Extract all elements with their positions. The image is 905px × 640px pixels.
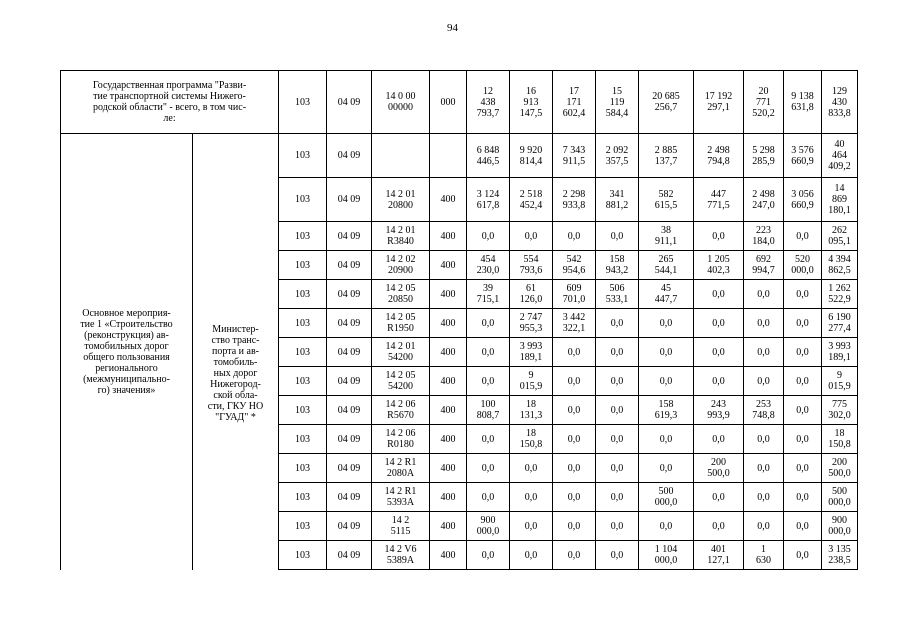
rz-cell: 04 09 [327, 309, 372, 338]
value-cell: 18 131,3 [510, 396, 553, 425]
value-cell: 38 911,1 [639, 222, 694, 251]
vr-cell: 400 [430, 309, 467, 338]
vr-cell: 400 [430, 454, 467, 483]
value-cell: 9 015,9 [822, 367, 858, 396]
csr-cell [372, 134, 430, 178]
value-cell: 3 576 660,9 [784, 134, 822, 178]
vr-cell: 400 [430, 483, 467, 512]
value-cell: 0,0 [596, 396, 639, 425]
grbs-cell: 103 [279, 425, 327, 454]
csr-cell: 14 2 05 20850 [372, 280, 430, 309]
csr-cell: 14 2 R1 5393A [372, 483, 430, 512]
csr-cell: 14 2 01 R3840 [372, 222, 430, 251]
value-cell: 0,0 [596, 367, 639, 396]
value-cell: 0,0 [553, 425, 596, 454]
value-cell: 500 000,0 [639, 483, 694, 512]
value-cell: 4 394 862,5 [822, 251, 858, 280]
value-cell: 17 171 602,4 [553, 71, 596, 134]
grbs-cell: 103 [279, 280, 327, 309]
value-cell: 0,0 [467, 338, 510, 367]
value-cell: 0,0 [467, 309, 510, 338]
value-cell: 0,0 [596, 425, 639, 454]
table-row [61, 134, 858, 178]
value-cell: 500 000,0 [822, 483, 858, 512]
grbs-cell: 103 [279, 222, 327, 251]
value-cell: 582 615,5 [639, 178, 694, 222]
value-cell: 0,0 [694, 367, 744, 396]
vr-cell: 400 [430, 251, 467, 280]
csr-cell: 14 2 06 R0180 [372, 425, 430, 454]
vr-cell: 400 [430, 396, 467, 425]
value-cell: 20 685 256,7 [639, 71, 694, 134]
value-cell: 0,0 [639, 454, 694, 483]
rz-cell: 04 09 [327, 425, 372, 454]
value-cell: 0,0 [639, 367, 694, 396]
value-cell: 0,0 [784, 425, 822, 454]
value-cell: 0,0 [553, 396, 596, 425]
value-cell: 900 000,0 [822, 512, 858, 541]
csr-cell: 14 2 02 20900 [372, 251, 430, 280]
executor-empty-cell [193, 134, 279, 178]
vr-cell: 400 [430, 512, 467, 541]
value-cell: 0,0 [510, 454, 553, 483]
value-cell: 900 000,0 [467, 512, 510, 541]
value-cell: 0,0 [784, 280, 822, 309]
value-cell: 0,0 [784, 309, 822, 338]
value-cell: 0,0 [744, 512, 784, 541]
value-cell: 1 205 402,3 [694, 251, 744, 280]
value-cell: 0,0 [744, 280, 784, 309]
value-cell: 0,0 [510, 483, 553, 512]
grbs-cell: 103 [279, 251, 327, 280]
value-cell: 0,0 [694, 338, 744, 367]
value-cell: 20 771 520,2 [744, 71, 784, 134]
value-cell: 0,0 [510, 222, 553, 251]
value-cell: 45 447,7 [639, 280, 694, 309]
value-cell: 0,0 [744, 483, 784, 512]
value-cell: 0,0 [639, 309, 694, 338]
value-cell: 5 298 285,9 [744, 134, 784, 178]
value-cell: 9 015,9 [510, 367, 553, 396]
grbs-cell: 103 [279, 512, 327, 541]
rz-cell: 04 09 [327, 367, 372, 396]
value-cell: 0,0 [694, 483, 744, 512]
vr-cell: 400 [430, 222, 467, 251]
value-cell: 506 533,1 [596, 280, 639, 309]
value-cell: 520 000,0 [784, 251, 822, 280]
value-cell: 253 748,8 [744, 396, 784, 425]
value-cell: 609 701,0 [553, 280, 596, 309]
value-cell: 6 848 446,5 [467, 134, 510, 178]
vr-cell: 000 [430, 71, 467, 134]
value-cell: 692 994,7 [744, 251, 784, 280]
value-cell: 775 302,0 [822, 396, 858, 425]
value-cell: 3 442 322,1 [553, 309, 596, 338]
value-cell: 129 430 833,8 [822, 71, 858, 134]
value-cell: 0,0 [694, 280, 744, 309]
value-cell: 0,0 [639, 338, 694, 367]
value-cell: 0,0 [784, 541, 822, 570]
value-cell: 0,0 [596, 309, 639, 338]
value-cell: 0,0 [784, 367, 822, 396]
grbs-cell: 103 [279, 178, 327, 222]
value-cell: 447 771,5 [694, 178, 744, 222]
value-cell: 0,0 [553, 454, 596, 483]
grbs-cell: 103 [279, 396, 327, 425]
csr-cell: 14 2 5115 [372, 512, 430, 541]
value-cell: 0,0 [784, 483, 822, 512]
value-cell: 542 954,6 [553, 251, 596, 280]
rz-cell: 04 09 [327, 280, 372, 309]
value-cell: 0,0 [553, 367, 596, 396]
value-cell: 0,0 [596, 483, 639, 512]
value-cell: 0,0 [784, 454, 822, 483]
grbs-cell: 103 [279, 309, 327, 338]
grbs-cell: 103 [279, 338, 327, 367]
vr-cell: 400 [430, 367, 467, 396]
csr-cell: 14 2 05 54200 [372, 367, 430, 396]
value-cell: 454 230,0 [467, 251, 510, 280]
value-cell: 158 943,2 [596, 251, 639, 280]
vr-cell: 400 [430, 541, 467, 570]
value-cell: 0,0 [596, 454, 639, 483]
value-cell: 1 630 [744, 541, 784, 570]
value-cell: 2 518 452,4 [510, 178, 553, 222]
value-cell: 0,0 [553, 222, 596, 251]
rz-cell: 04 09 [327, 396, 372, 425]
value-cell: 0,0 [553, 541, 596, 570]
value-cell: 0,0 [784, 222, 822, 251]
value-cell: 3 056 660,9 [784, 178, 822, 222]
page-number: 94 [447, 22, 458, 34]
value-cell: 0,0 [744, 309, 784, 338]
grbs-cell: 103 [279, 454, 327, 483]
value-cell: 0,0 [784, 396, 822, 425]
csr-cell: 14 2 06 R5670 [372, 396, 430, 425]
value-cell: 18 150,8 [510, 425, 553, 454]
value-cell: 0,0 [639, 512, 694, 541]
value-cell: 0,0 [553, 512, 596, 541]
value-cell: 17 192 297,1 [694, 71, 744, 134]
rz-cell: 04 09 [327, 178, 372, 222]
event-name-cell: Основное мероприя- тие 1 «Строительство (реконструкция) ав- томобильных дорог общего пользования регионального (межмуниципально- го) значения» [61, 134, 193, 570]
value-cell: 61 126,0 [510, 280, 553, 309]
grbs-cell: 103 [279, 367, 327, 396]
value-cell: 39 715,1 [467, 280, 510, 309]
value-cell: 12 438 793,7 [467, 71, 510, 134]
value-cell: 2 092 357,5 [596, 134, 639, 178]
rz-cell: 04 09 [327, 541, 372, 570]
value-cell: 2 885 137,7 [639, 134, 694, 178]
rz-cell: 04 09 [327, 71, 372, 134]
rz-cell: 04 09 [327, 483, 372, 512]
value-cell: 158 619,3 [639, 396, 694, 425]
csr-cell: 14 2 01 54200 [372, 338, 430, 367]
value-cell: 100 808,7 [467, 396, 510, 425]
value-cell: 0,0 [596, 222, 639, 251]
value-cell: 0,0 [467, 541, 510, 570]
value-cell: 0,0 [510, 512, 553, 541]
value-cell: 0,0 [467, 425, 510, 454]
value-cell: 0,0 [467, 367, 510, 396]
csr-cell: 14 2 05 R1950 [372, 309, 430, 338]
value-cell: 0,0 [694, 512, 744, 541]
value-cell: 0,0 [694, 222, 744, 251]
rz-cell: 04 09 [327, 222, 372, 251]
value-cell: 0,0 [510, 541, 553, 570]
rz-cell: 04 09 [327, 454, 372, 483]
value-cell: 9 138 631,8 [784, 71, 822, 134]
value-cell: 200 500,0 [694, 454, 744, 483]
value-cell: 2 298 933,8 [553, 178, 596, 222]
value-cell: 1 104 000,0 [639, 541, 694, 570]
rz-cell: 04 09 [327, 512, 372, 541]
value-cell: 0,0 [744, 425, 784, 454]
vr-cell: 400 [430, 338, 467, 367]
value-cell: 3 993 189,1 [822, 338, 858, 367]
value-cell: 0,0 [694, 309, 744, 338]
value-cell: 6 190 277,4 [822, 309, 858, 338]
value-cell: 0,0 [467, 222, 510, 251]
value-cell: 0,0 [694, 425, 744, 454]
value-cell: 7 343 911,5 [553, 134, 596, 178]
vr-cell: 400 [430, 280, 467, 309]
value-cell: 0,0 [467, 454, 510, 483]
value-cell: 0,0 [553, 338, 596, 367]
value-cell: 2 747 955,3 [510, 309, 553, 338]
value-cell: 0,0 [744, 367, 784, 396]
rz-cell: 04 09 [327, 251, 372, 280]
value-cell: 341 881,2 [596, 178, 639, 222]
rz-cell: 04 09 [327, 134, 372, 178]
value-cell: 3 993 189,1 [510, 338, 553, 367]
value-cell: 223 184,0 [744, 222, 784, 251]
value-cell: 0,0 [596, 338, 639, 367]
vr-cell [430, 134, 467, 178]
value-cell: 0,0 [784, 338, 822, 367]
value-cell: 2 498 794,8 [694, 134, 744, 178]
vr-cell: 400 [430, 425, 467, 454]
grbs-cell: 103 [279, 541, 327, 570]
value-cell: 2 498 247,0 [744, 178, 784, 222]
value-cell: 0,0 [784, 512, 822, 541]
value-cell: 1 262 522,9 [822, 280, 858, 309]
rz-cell: 04 09 [327, 338, 372, 367]
value-cell: 9 920 814,4 [510, 134, 553, 178]
grbs-cell: 103 [279, 483, 327, 512]
value-cell: 0,0 [467, 483, 510, 512]
vr-cell: 400 [430, 178, 467, 222]
value-cell: 0,0 [744, 338, 784, 367]
executor-cell: Министер- ство транс- порта и ав- томобиль- ных дорог Нижегород- ской обла- сти, ГКУ НО "ГУАД" * [193, 178, 279, 570]
program-name-cell: Государственная программа "Разви- тие транспортной системы Нижего- родской области" - всего, в том чис- ле: [61, 71, 279, 134]
value-cell: 14 869 180,1 [822, 178, 858, 222]
value-cell: 18 150,8 [822, 425, 858, 454]
value-cell: 0,0 [744, 454, 784, 483]
value-cell: 554 793,6 [510, 251, 553, 280]
value-cell: 243 993,9 [694, 396, 744, 425]
value-cell: 401 127,1 [694, 541, 744, 570]
value-cell: 200 500,0 [822, 454, 858, 483]
grbs-cell: 103 [279, 134, 327, 178]
value-cell: 40 464 409,2 [822, 134, 858, 178]
csr-cell: 14 2 V6 5389A [372, 541, 430, 570]
value-cell: 0,0 [596, 541, 639, 570]
value-cell: 265 544,1 [639, 251, 694, 280]
value-cell: 16 913 147,5 [510, 71, 553, 134]
grbs-cell: 103 [279, 71, 327, 134]
csr-cell: 14 0 00 00000 [372, 71, 430, 134]
value-cell: 3 135 238,5 [822, 541, 858, 570]
value-cell: 0,0 [553, 483, 596, 512]
budget-table [60, 70, 858, 570]
value-cell: 15 119 584,4 [596, 71, 639, 134]
value-cell: 0,0 [596, 512, 639, 541]
value-cell: 0,0 [639, 425, 694, 454]
csr-cell: 14 2 01 20800 [372, 178, 430, 222]
table-row-program [61, 71, 858, 134]
csr-cell: 14 2 R1 2080A [372, 454, 430, 483]
value-cell: 262 095,1 [822, 222, 858, 251]
value-cell: 3 124 617,8 [467, 178, 510, 222]
